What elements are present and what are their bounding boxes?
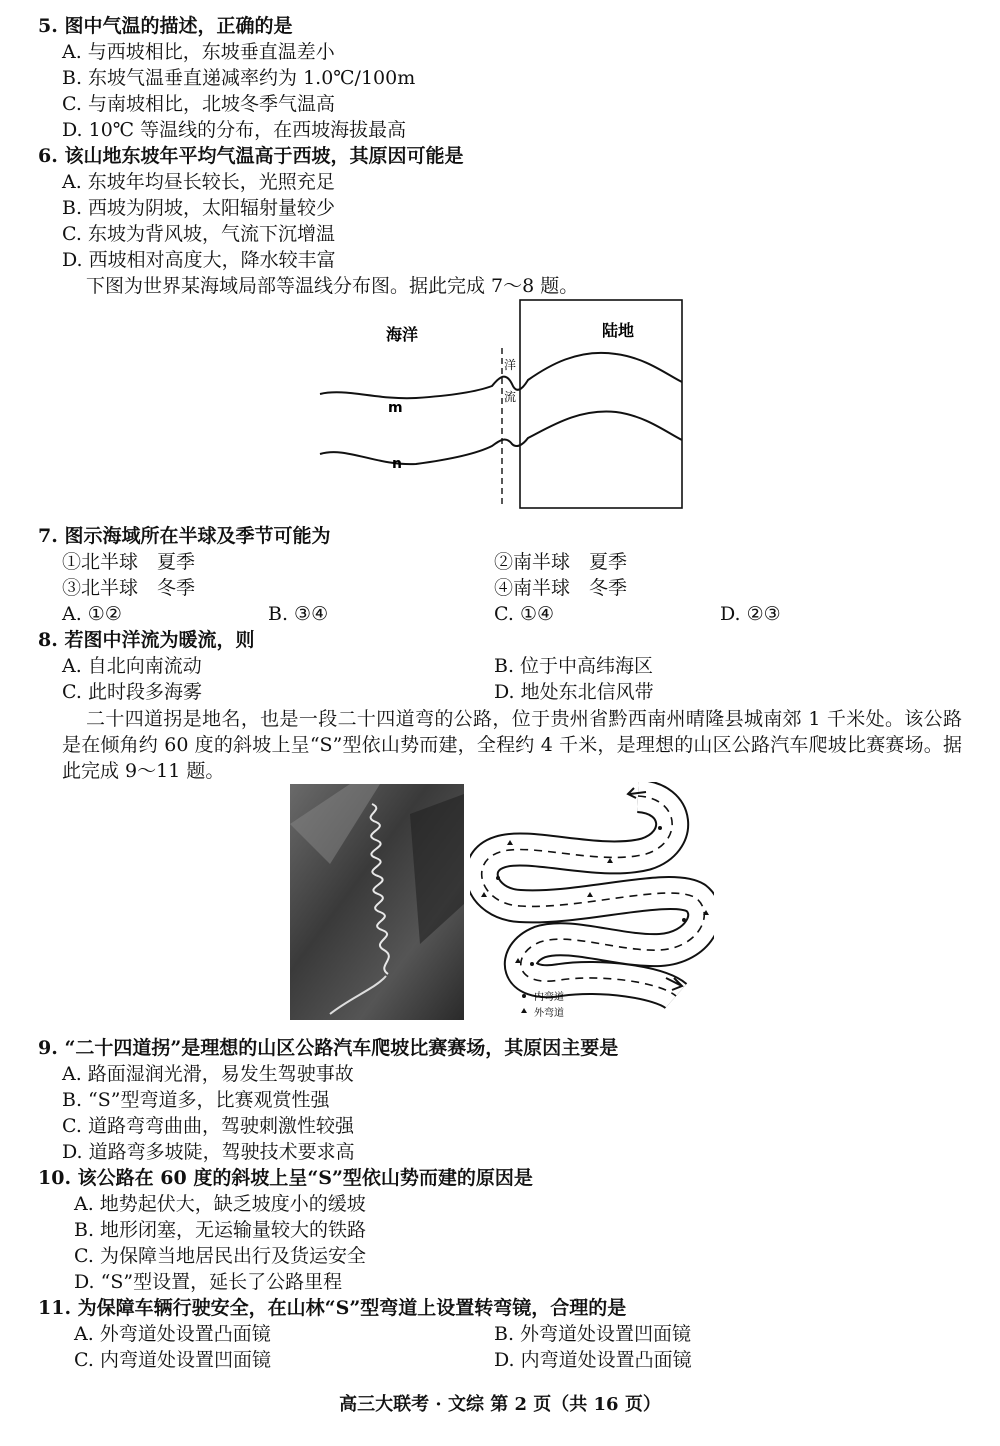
q7-item-2: ②南半球 夏季 (494, 551, 628, 573)
isotherm-figure (316, 296, 688, 512)
q8-option-c: C. 此时段多海雾 (62, 681, 202, 703)
current-label-2: 流 (504, 390, 517, 404)
q7-option-a: A. ①② (62, 603, 122, 625)
q9-option-d: D. 道路弯多坡陡，驾驶技术要求高 (62, 1141, 355, 1163)
legend-outer-label: 外弯道 (534, 1008, 564, 1019)
q6-option-d: D. 西坡相对高度大，降水较丰富 (62, 249, 336, 271)
q11-option-b: B. 外弯道处设置凹面镜 (494, 1323, 692, 1345)
q10-option-c: C. 为保障当地居民出行及货运安全 (74, 1245, 366, 1267)
q5-option-d: D. 10℃ 等温线的分布，在西坡海拔最高 (62, 119, 407, 141)
inner-bend-marker (658, 826, 662, 830)
land-label: 陆地 (602, 321, 635, 340)
inner-bend-marker (496, 876, 500, 880)
q5-option-c: C. 与南坡相比，北坡冬季气温高 (62, 93, 335, 115)
q10-option-b: B. 地形闭塞，无运输量较大的铁路 (74, 1219, 367, 1241)
q10-option-d: D. “S”型设置，延长了公路里程 (74, 1271, 343, 1293)
q10-option-a: A. 地势起伏大，缺乏坡度小的缓坡 (74, 1193, 366, 1215)
q8-option-d: D. 地处东北信风带 (494, 681, 654, 703)
q11-option-c: C. 内弯道处设置凹面镜 (74, 1349, 271, 1371)
q7-item-1: ①北半球 夏季 (62, 551, 196, 573)
q7-stem: 7. 图示海域所在半球及季节可能为 (38, 525, 331, 547)
q8-option-b: B. 位于中高纬海区 (494, 655, 654, 677)
q9-option-c: C. 道路弯弯曲曲，驾驶刺激性较强 (62, 1115, 354, 1137)
q6-option-b: B. 西坡为阴坡，太阳辐射量较少 (62, 197, 336, 219)
isotherm-m (320, 353, 682, 398)
q9-option-b: B. “S”型弯道多，比赛观赏性强 (62, 1089, 330, 1111)
q7-option-b: B. ③④ (268, 603, 329, 625)
q11-stem: 11. 为保障车辆行驶安全，在山林“S”型弯道上设置转弯镜，合理的是 (38, 1297, 627, 1319)
q6-option-a: A. 东坡年均昼长较长，光照充足 (62, 171, 335, 193)
road-surface (482, 796, 705, 996)
q9-stem: 9. “二十四道拐”是理想的山区公路汽车爬坡比赛赛场，其原因主要是 (38, 1037, 619, 1059)
s-road-diagram (470, 782, 714, 1022)
q7-item-3: ③北半球 冬季 (62, 577, 196, 599)
page-footer: 高三大联考 · 文综 第 2 页（共 16 页） (339, 1394, 661, 1415)
isotherm-m-label: m (388, 400, 403, 416)
passage-9-11: 二十四道拐是地名，也是一段二十四道弯的公路，位于贵州省黔西南州晴隆县城南郊 1 千米处。该公路是在倾角约 60 度的斜坡上呈“S”型依山势而建，全程约 4 千米，是理想的山区公路汽车爬坡比赛赛场。据此完成 9～11 题。 (62, 708, 962, 782)
ocean-label: 海洋 (386, 325, 419, 344)
land-box (520, 300, 682, 508)
q7-option-c: C. ①④ (494, 603, 555, 625)
q11-option-a: A. 外弯道处设置凸面镜 (74, 1323, 271, 1345)
q11-option-d: D. 内弯道处设置凸面镜 (494, 1349, 692, 1371)
current-label-1: 洋 (504, 358, 517, 372)
legend-outer-triangle (521, 1008, 527, 1013)
q8-stem: 8. 若图中洋流为暖流，则 (38, 629, 255, 651)
q7-item-4: ④南半球 冬季 (494, 577, 628, 599)
q8-option-a: A. 自北向南流动 (62, 655, 202, 677)
q9-option-a: A. 路面湿润光滑，易发生驾驶事故 (62, 1063, 354, 1085)
q5-option-b: B. 东坡气温垂直递减率约为 1.0℃/100m (62, 67, 416, 89)
q6-stem: 6. 该山地东坡年平均气温高于西坡，其原因可能是 (38, 145, 464, 167)
inner-bend-marker (530, 962, 534, 966)
intro-7-8: 下图为世界某海域局部等温线分布图。据此完成 7～8 题。 (86, 275, 579, 297)
q6-option-c: C. 东坡为背风坡，气流下沉增温 (62, 223, 335, 245)
legend-inner-label: 内弯道 (534, 992, 564, 1003)
q5-stem: 5. 图中气温的描述，正确的是 (38, 15, 293, 37)
q5-option-a: A. 与西坡相比，东坡垂直温差小 (62, 41, 335, 63)
inner-bend-marker (682, 918, 686, 922)
isotherm-n-label: n (392, 456, 402, 472)
q7-option-d: D. ②③ (720, 603, 781, 625)
road-photo (290, 784, 464, 1020)
legend-inner-dot (522, 994, 526, 998)
q10-stem: 10. 该公路在 60 度的斜坡上呈“S”型依山势而建的原因是 (38, 1167, 533, 1189)
isotherm-n (320, 411, 682, 464)
